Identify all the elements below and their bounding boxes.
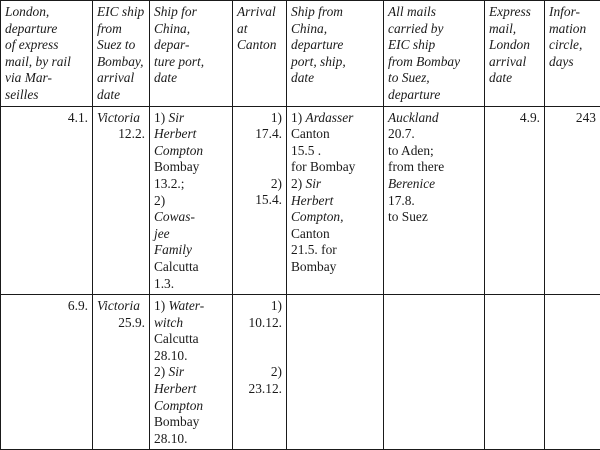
cell-ship-for-china: 1) Water- witch Calcutta 28.10. 2) Sir Herbert Compton Bombay 28.10. (150, 295, 233, 450)
header-express-arrival: Express mail, London arrival date (485, 1, 545, 107)
cell-information-circle: 243 (545, 106, 600, 295)
cell-london-departure: 4.1. (1, 106, 93, 295)
header-ship-for-china: Ship for China, depar- ture port, date (150, 1, 233, 107)
header-ship-from-china: Ship from China, departure port, ship, date (287, 1, 384, 107)
header-london-departure: London, departure of express mail, by rail via Mar- seilles (1, 1, 93, 107)
cell-all-mails: Auckland 20.7. to Aden; from there Berenice 17.8. to Suez (384, 106, 485, 295)
cell-eic-ship: Victoria 25.9. (93, 295, 150, 450)
cell-ship-from-china: 1) Ardasser Canton 15.5 . for Bombay 2) Sir Herbert Compton, Canton 21.5. for Bombay (287, 106, 384, 295)
cell-eic-ship: Victoria 12.2. (93, 106, 150, 295)
cell-london-departure: 6.9. (1, 295, 93, 450)
header-arrival-canton: Arrival at Canton (233, 1, 287, 107)
cell-information-circle (545, 295, 600, 450)
header-row (1, 1, 600, 107)
header-information-circle: Infor- mation circle, days (545, 1, 600, 107)
cell-ship-for-china: 1) Sir Herbert Compton Bombay 13.2.; 2) Cowas- jee Family Calcutta 1.3. (150, 106, 233, 295)
cell-ship-from-china (287, 295, 384, 450)
header-eic-ship: EIC ship from Suez to Bombay, arrival date (93, 1, 150, 107)
cell-arrival-canton: 1) 10.12. 2) 23.12. (233, 295, 287, 450)
table-row (1, 295, 600, 450)
cell-all-mails (384, 295, 485, 450)
table-row (1, 106, 600, 295)
cell-arrival-canton: 1) 17.4. 2) 15.4. (233, 106, 287, 295)
cell-express-arrival (485, 295, 545, 450)
cell-express-arrival: 4.9. (485, 106, 545, 295)
header-all-mails: All mails carried by EIC ship from Bombay to Suez, departure (384, 1, 485, 107)
